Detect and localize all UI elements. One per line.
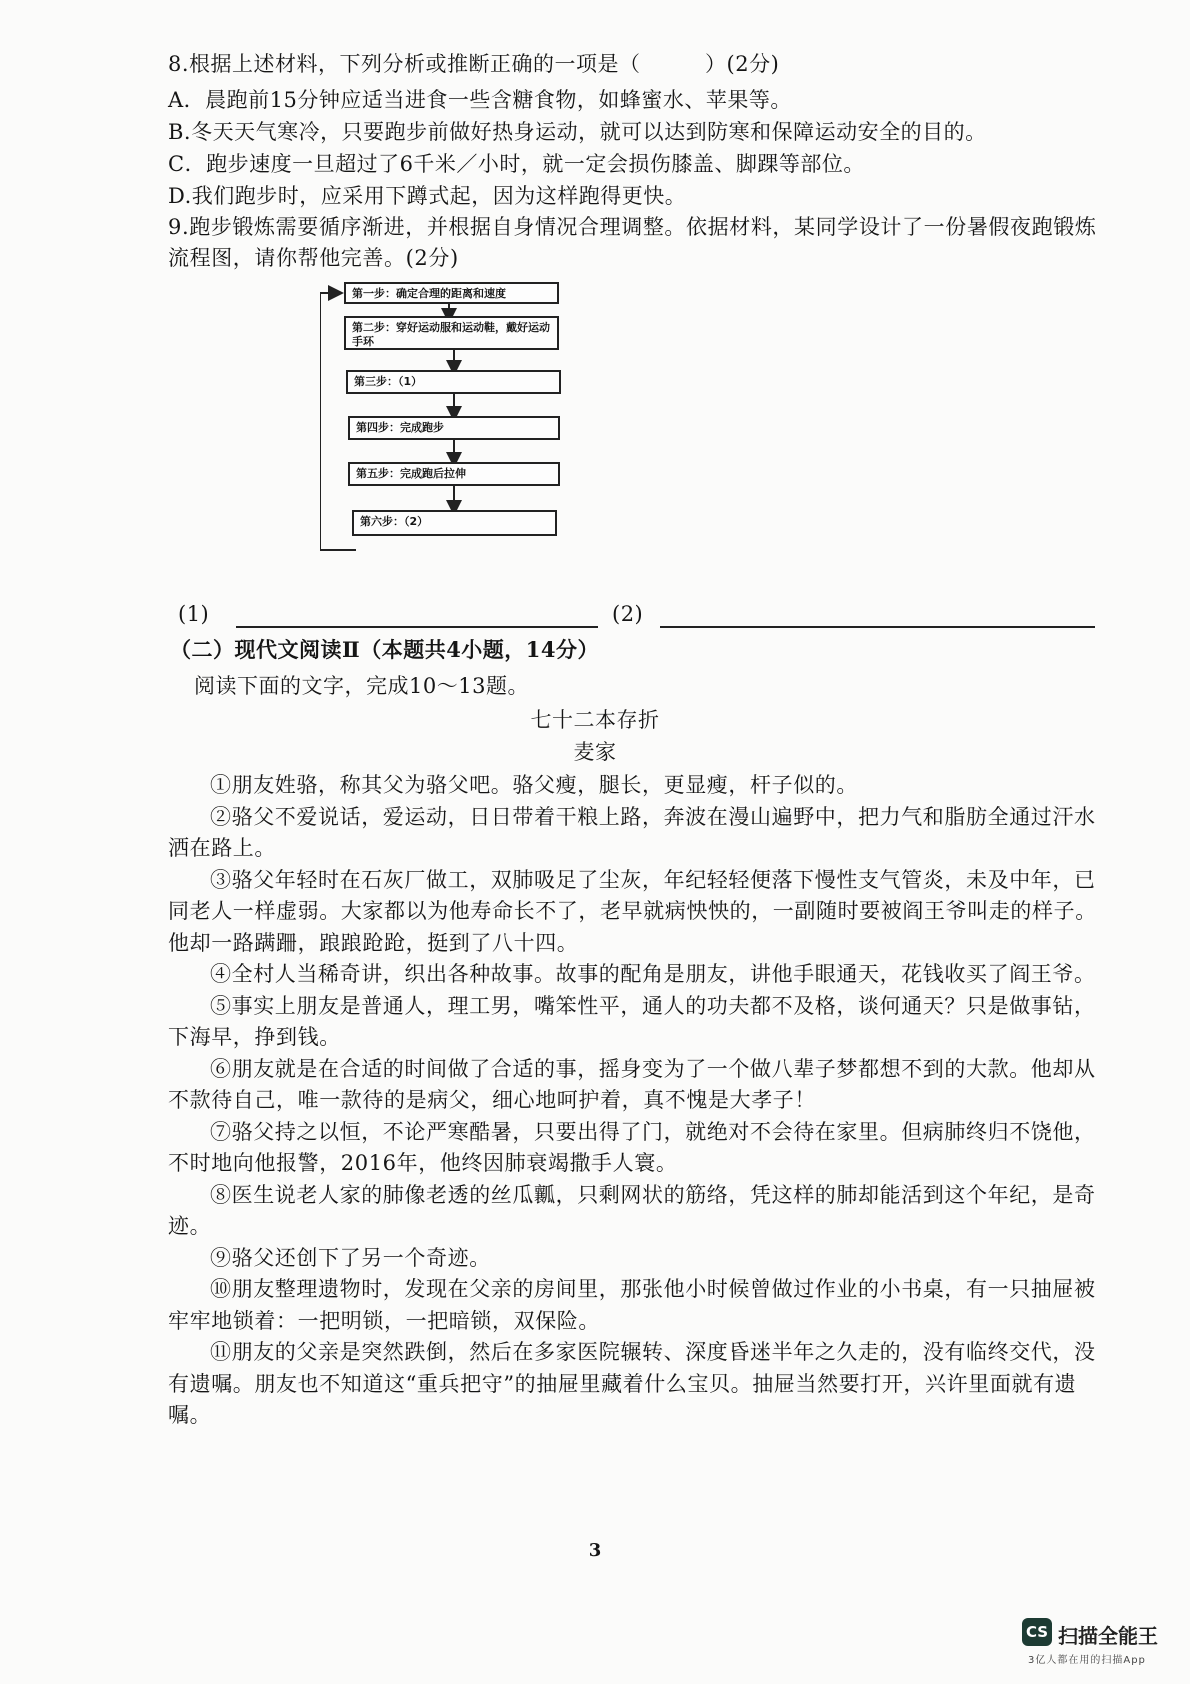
flow-step-5: 第五步：完成跑后拉伸 — [348, 462, 560, 486]
watermark-slogan: 3亿人都在用的扫描App — [1028, 1655, 1146, 1666]
flowchart — [320, 280, 620, 590]
watermark-brand: 扫描全能王 — [1058, 1624, 1158, 1648]
article-paragraph: ⑥朋友就是在合适的时间做了合适的事，摇身变为了一个做八辈子梦都想不到的大款。他却从不款待自己，唯一款待的是病父，细心地呵护着，真不愧是大孝子！ — [168, 1056, 1096, 1112]
flow-step-2: 第二步：穿好运动服和运动鞋，戴好运动手环 — [344, 316, 559, 350]
q8-stem: 8.根据上述材料，下列分析或推断正确的一项是（ ）(2分) — [168, 52, 780, 76]
section-heading: （二）现代文阅读Ⅱ（本题共4小题，14分） — [170, 637, 600, 662]
page-number: 3 — [588, 1540, 602, 1561]
flow-step-6: 第六步：（2） — [352, 510, 557, 536]
article-paragraph: ③骆父年轻时在石灰厂做工，双肺吸足了尘灰，年纪轻轻便落下慢性支气管炎，未及中年，已同老人一样虚弱。大家都以为他寿命长不了，老早就病怏怏的，一副随时要被阎王爷叫走的样子。他却一路蹒跚，踉踉跄跄，挺到了八十四。 — [168, 867, 1097, 955]
article-title: 七十二本存折 — [530, 708, 660, 732]
q9-stem: 9.跑步锻炼需要循序渐进，并根据自身情况合理调整。依据材料，某同学设计了一份暑假夜跑锻炼流程图，请你帮他完善。(2分) — [168, 215, 1097, 270]
article-paragraph: ⑧医生说老人家的肺像老透的丝瓜瓤，只剩网状的筋络，凭这样的肺却能活到这个年纪，是奇迹。 — [168, 1182, 1096, 1238]
article-paragraph: ⑨骆父还创下了另一个奇迹。 — [210, 1245, 491, 1270]
blank-1-line[interactable] — [236, 626, 598, 628]
blank-2-line[interactable] — [660, 626, 1095, 628]
scanner-watermark — [1022, 1618, 1172, 1668]
section-instruction: 阅读下面的文字，完成10～13题。 — [194, 674, 529, 698]
article-paragraph: ②骆父不爱说话，爱运动，日日带着干粮上路，奔波在漫山遍野中，把力气和脂肪全通过汗水洒在路上。 — [168, 804, 1096, 860]
article-paragraph: ⑤事实上朋友是普通人，理工男，嘴笨性平，通人的功夫都不及格，谈何通天？只是做事钻，下海早，挣到钱。 — [168, 993, 1096, 1049]
article-author: 麦家 — [573, 740, 617, 764]
q8-option-c: C．跑步速度一旦超过了6千米／小时，就一定会损伤膝盖、脚踝等部位。 — [168, 152, 865, 176]
article-paragraph: ⑩朋友整理遗物时，发现在父亲的房间里，那张他小时候曾做过作业的小书桌，有一只抽屉被牢牢地锁着：一把明锁，一把暗锁，双保险。 — [168, 1277, 1096, 1333]
flow-step-4: 第四步：完成跑步 — [348, 416, 560, 440]
article-paragraph: ①朋友姓骆，称其父为骆父吧。骆父瘦，腿长，更显瘦，杆子似的。 — [210, 773, 858, 797]
flow-step-1: 第一步：确定合理的距离和速度 — [344, 282, 559, 304]
article-body — [168, 770, 1108, 1432]
cs-logo-icon: CS — [1022, 1618, 1052, 1646]
article-paragraph: ⑦骆父持之以恒，不论严寒酷暑，只要出得了门，就绝对不会待在家里。但病肺终归不饶他，不时地向他报警，2016年，他终因肺衰竭撒手人寰。 — [168, 1119, 1096, 1175]
flow-step-3: 第三步：（1） — [346, 370, 561, 394]
article-paragraph: ⑪朋友的父亲是突然跌倒，然后在多家医院辗转、深度昏迷半年之久走的，没有临终交代，没有遗嘱。朋友也不知道这“重兵把守”的抽屉里藏着什么宝贝。抽屉当然要打开，兴许里面就有遗嘱。 — [168, 1340, 1096, 1427]
blank-1-label: (1) — [178, 602, 210, 626]
article-paragraph: ④全村人当稀奇讲，织出各种故事。故事的配角是朋友，讲他手眼通天，花钱收买了阎王爷。 — [210, 962, 1096, 986]
q8-option-b: B.冬天天气寒冷，只要跑步前做好热身运动，就可以达到防寒和保障运动安全的目的。 — [168, 120, 987, 144]
q8-option-d: D.我们跑步时，应采用下蹲式起，因为这样跑得更快。 — [168, 184, 687, 208]
blank-2-label: (2) — [612, 602, 644, 626]
q8-option-a: A．晨跑前15分钟应适当进食一些含糖食物，如蜂蜜水、苹果等。 — [168, 88, 792, 112]
